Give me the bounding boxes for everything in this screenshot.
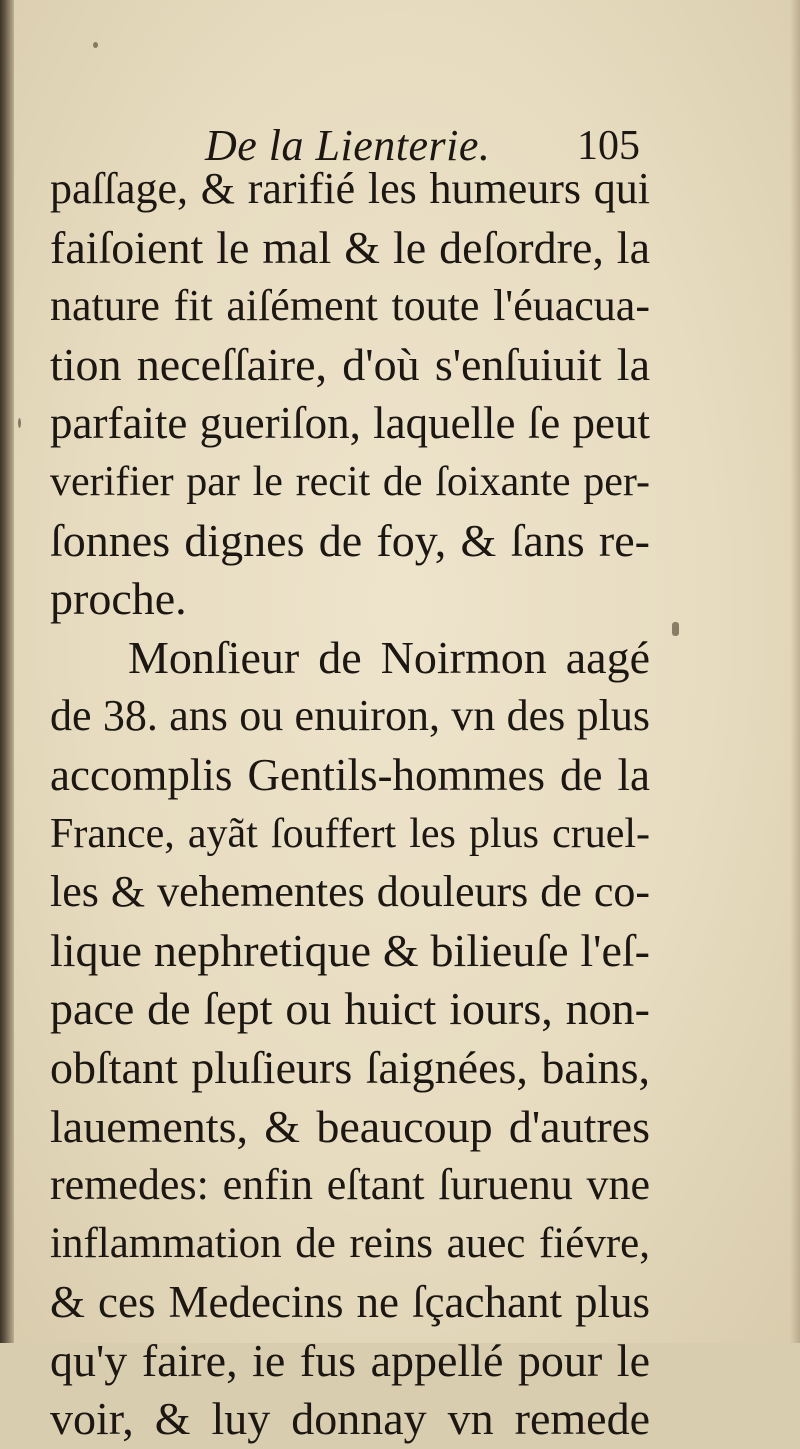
text-line: qu'y faire, ie fus appellé pour le (50, 1334, 650, 1386)
ink-speck (93, 42, 98, 48)
text-line: remedes: enfin eſtant ſuruenu vne (50, 1160, 650, 1210)
text-line: Monſieur de Noirmon aagé (128, 631, 650, 683)
text-line: tion neceſſaire, d'où s'enſuiuit la (50, 338, 650, 390)
text-line: lauements, & beaucoup d'autres (50, 1100, 650, 1152)
text-line: obſtant pluſieurs ſaignées, bains, (50, 1041, 650, 1093)
text-line: paſſage, & rarifié les humeurs qui (50, 164, 650, 213)
text-line: les & vehementes douleurs de co- (50, 867, 650, 917)
text-line: inflammation de reins auec fiévre, (50, 1219, 650, 1267)
text-line: accomplis Gentils-hommes de la (50, 749, 650, 800)
text-line: lique nephretique & bilieuſe l'eſ- (50, 924, 650, 976)
text-line: nature fit aiſément toute l'éuacua- (50, 281, 650, 331)
text-line: pace de ſept ou huict iours, non- (50, 983, 650, 1035)
page-edge-shadow (790, 0, 800, 1343)
text-line: de 38. ans ou enuiron, vn des plus (50, 691, 650, 741)
text-line: voir, & luy donnay vn remede (50, 1393, 650, 1445)
text-line: proche. (50, 573, 187, 625)
text-line: ſonnes dignes de foy, & ſans re- (50, 514, 650, 566)
ink-speck (18, 418, 21, 428)
page-number: 105 (577, 123, 640, 169)
body-text (50, 160, 650, 1449)
book-spine-shadow (0, 0, 14, 1343)
ink-speck (672, 622, 679, 636)
text-line: verifier par le recit de ſoixante per- (50, 458, 650, 505)
text-line: France, ayãt ſouffert les plus cruel- (50, 810, 650, 857)
running-title: De la Lienterie. (205, 121, 491, 170)
text-line: faiſoient le mal & le deſordre, la (50, 221, 650, 273)
text-line: & ces Medecins ne ſçachant plus (50, 1277, 650, 1328)
text-line: parfaite gueriſon, laquelle ſe peut (50, 398, 650, 449)
